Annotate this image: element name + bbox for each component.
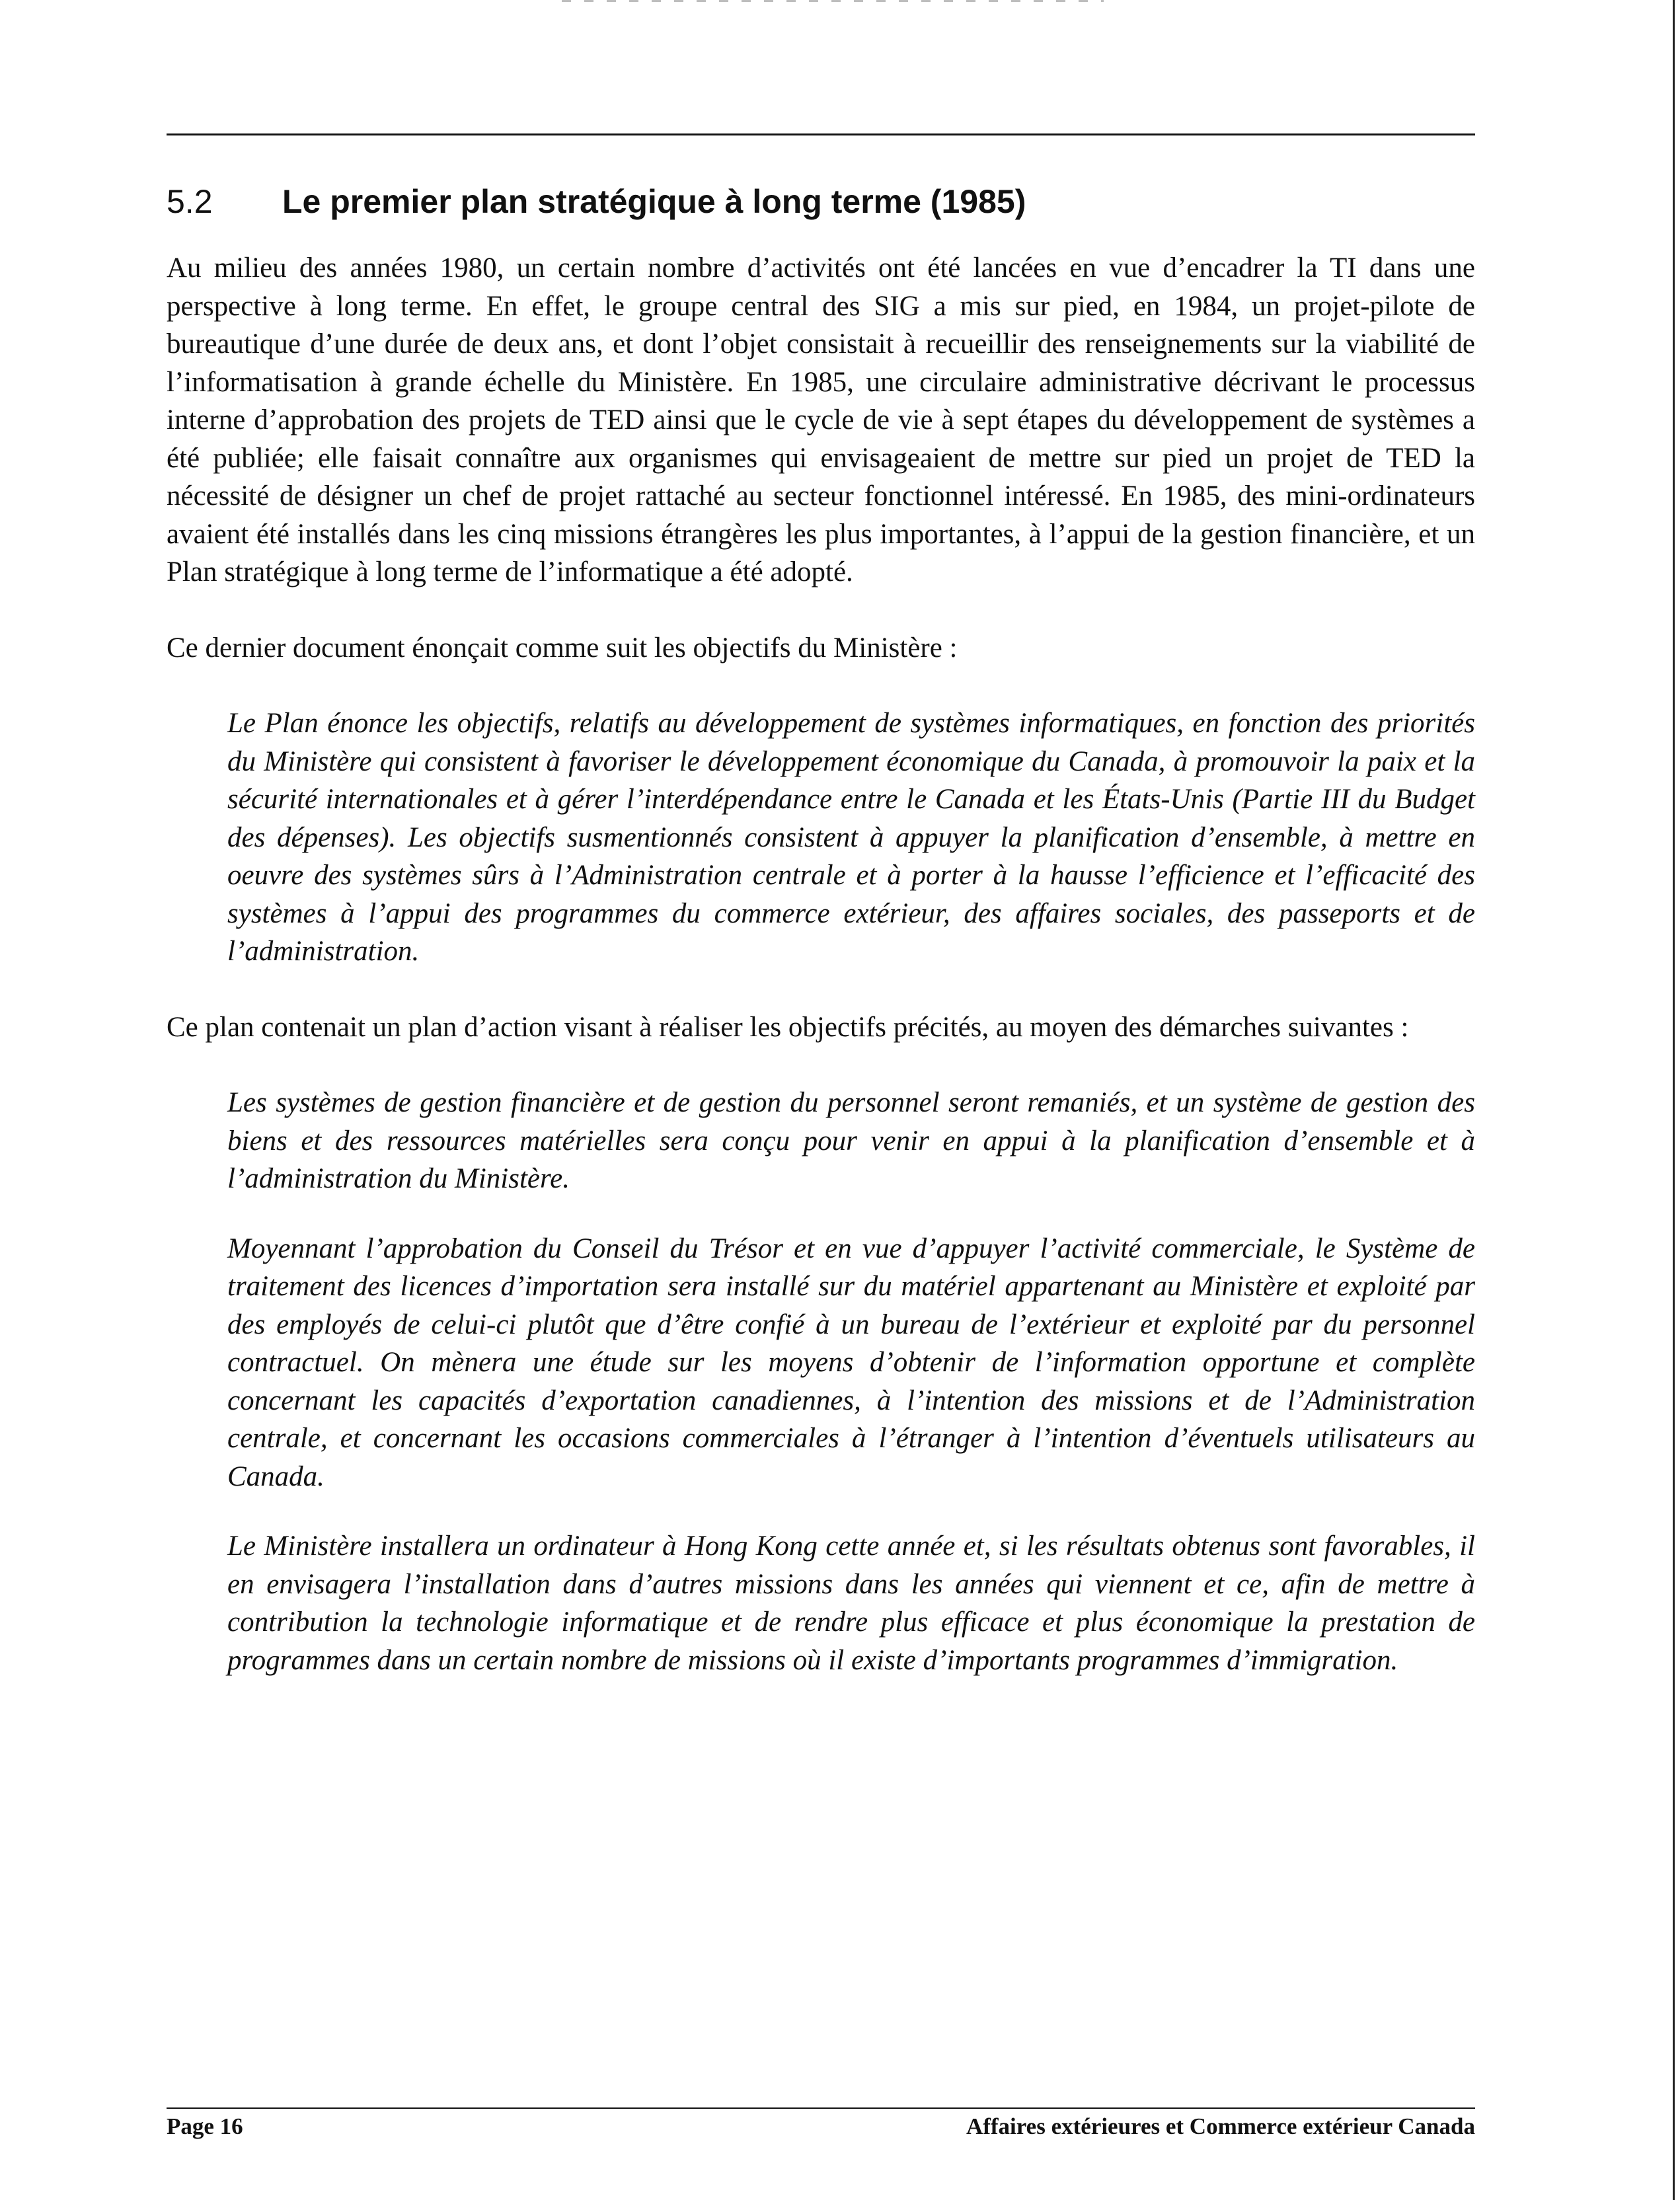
scan-edge [1673, 0, 1675, 2200]
page-content [167, 182, 1475, 1679]
quote-paragraph-4: Le Ministère installera un ordinateur à Hong Kong cette année et, si les résultats obtenus sont favorables, il en envisagera l’installation dans d’autres missions dans les années qui viennent et ce, afin de mettre à contribution la technologie informatique et de rendre plus efficace et plus économique la prestation de programmes dans un certain nombre de missions où il existe d’importants programmes d’immigration. [227, 1531, 1475, 1676]
page-footer [167, 2113, 1475, 2140]
footer-rule [167, 2107, 1475, 2109]
page-number: Page 16 [167, 2113, 243, 2139]
section-title: Le premier plan stratégique à long terme (1985) [282, 183, 1026, 220]
quote-paragraph-3: Moyennant l’approbation du Conseil du Trésor et en vue d’appuyer l’activité commerciale, le Système de traitement des licences d’importation sera installé sur du matériel appartenant au Ministère et exploité par des employés de celui-ci plutôt que d’être confié à un bureau de l’extérieur et exploité par du personnel contractuel. On mènera une étude sur les moyens d’obtenir de l’information opportune et complète concernant les capacités d’exportation canadiennes, à l’intention des missions et de l’Administration centrale, et concernant les occasions commerciales à l’étranger à l’intention d’éventuels utilisateurs au Canada. [227, 1233, 1475, 1492]
quote-paragraph-1: Le Plan énonce les objectifs, relatifs au développement de systèmes informatiques, en fonction des priorités du Ministère qui consistent à favoriser le développement économique du Canada, à promouvoir la paix et la sécurité internationales et à gérer l’interdépendance entre le Canada et les États-Unis (Partie III du Budget des dépenses). Les objectifs susmentionnés consistent à appuyer la planification d’ensemble, à mettre en oeuvre des systèmes sûrs à l’Administration centrale et à porter à la hausse l’efficience et l’efficacité des systèmes à l’appui des programmes du commerce extérieur, des affaires sociales, des passeports et de l’administration. [227, 708, 1475, 967]
top-rule [167, 133, 1475, 135]
department-name: Affaires extérieures et Commerce extérieur Canada [966, 2113, 1475, 2139]
body-paragraph-3: Ce plan contenait un plan d’action visant à réaliser les objectifs précités, au moyen des démarches suivantes : [167, 1011, 1409, 1043]
body-paragraph-2: Ce dernier document énonçait comme suit les objectifs du Ministère : [167, 632, 958, 664]
scan-marks [562, 0, 1104, 2]
section-heading [167, 182, 1475, 221]
body-paragraph-1: Au milieu des années 1980, un certain nombre d’activités ont été lancées en vue d’encadrer la TI dans une perspective à long terme. En effet, le groupe central des SIG a mis sur pied, en 1984, un projet-pilote de bureautique d’une durée de deux ans, et dont l’objet consistait à recueillir des renseignements sur la viabilité de l’informatisation à grande échelle du Ministère. En 1985, une circulaire administrative décrivant le processus interne d’approbation des projets de TED ainsi que le cycle de vie à sept étapes du développement de systèmes a été publiée; elle faisait connaître aux organismes qui envisageaient de mettre sur pied un projet de TED la nécessité de désigner un chef de projet rattaché au secteur fonctionnel intéressé. En 1985, des mini-ordinateurs avaient été installés dans les cinq missions étrangères les plus importantes, à l’appui de la gestion financière, et un Plan stratégique à long terme de l’informatique a été adopté. [167, 252, 1475, 588]
quote-paragraph-2: Les systèmes de gestion financière et de gestion du personnel seront remaniés, et un système de gestion des biens et des ressources matérielles sera conçu pour venir en appui à la planification d’ensemble et à l’administration du Ministère. [227, 1087, 1475, 1194]
section-number: 5.2 [167, 183, 213, 220]
